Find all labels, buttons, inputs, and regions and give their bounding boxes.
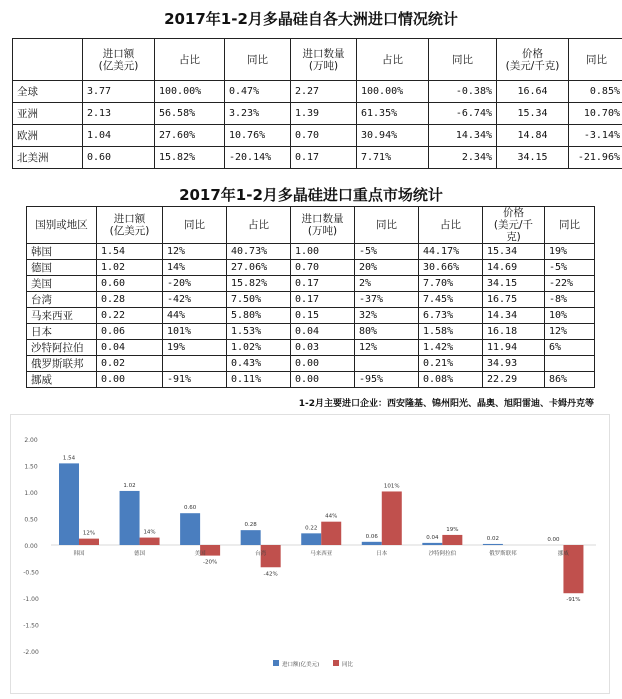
data-label: -91% bbox=[566, 597, 581, 604]
legend-swatch-yoy bbox=[333, 660, 339, 666]
table-cell: 2.13 bbox=[83, 103, 155, 125]
column-header: 进口数量 (万吨) bbox=[291, 207, 355, 244]
column-header: 同比 bbox=[569, 39, 622, 81]
table-cell: 0.60 bbox=[97, 276, 163, 292]
data-label: 1.02 bbox=[123, 482, 136, 489]
column-header: 价格 (美元/千克) bbox=[497, 39, 569, 81]
table-cell: -20.14% bbox=[225, 147, 291, 169]
table-cell: 1.39 bbox=[291, 103, 357, 125]
table-cell: 6.73% bbox=[419, 308, 483, 324]
table-cell: 14.69 bbox=[483, 260, 545, 276]
table-cell: 0.08% bbox=[419, 372, 483, 388]
table-cell: 15.34 bbox=[497, 103, 569, 125]
table-cell: 0.22 bbox=[97, 308, 163, 324]
table-cell bbox=[163, 356, 227, 372]
table-row bbox=[27, 276, 595, 292]
data-label: -20% bbox=[203, 559, 218, 566]
table-cell: 40.73% bbox=[227, 244, 291, 260]
column-header: 国别或地区 bbox=[27, 207, 97, 244]
table-row bbox=[13, 81, 622, 103]
table-cell: 0.00 bbox=[97, 372, 163, 388]
table-cell: 0.47% bbox=[225, 81, 291, 103]
data-label: 101% bbox=[383, 483, 400, 490]
table-cell: 12% bbox=[355, 340, 419, 356]
table-cell: -20% bbox=[163, 276, 227, 292]
table-cell: 7.50% bbox=[227, 292, 291, 308]
bar-import-value bbox=[120, 491, 140, 545]
column-header: 价格 (美元/千克) bbox=[483, 207, 545, 244]
row-label: 德国 bbox=[27, 260, 97, 276]
table-cell: 0.11% bbox=[227, 372, 291, 388]
import-chart-svg bbox=[11, 415, 609, 693]
column-header: 占比 bbox=[227, 207, 291, 244]
table-cell: 0.17 bbox=[291, 147, 357, 169]
table-cell: 80% bbox=[355, 324, 419, 340]
table-cell: 16.18 bbox=[483, 324, 545, 340]
column-header: 占比 bbox=[419, 207, 483, 244]
x-tick-label: 韩国 bbox=[73, 551, 85, 557]
table-cell: 30.94% bbox=[357, 125, 429, 147]
table-cell: -0.38% bbox=[429, 81, 497, 103]
table-cell: -42% bbox=[163, 292, 227, 308]
bar-yoy bbox=[382, 491, 402, 545]
row-label: 北美洲 bbox=[13, 147, 83, 169]
bar-import-value bbox=[241, 530, 261, 545]
table-cell: 3.77 bbox=[83, 81, 155, 103]
row-label: 欧洲 bbox=[13, 125, 83, 147]
row-label: 全球 bbox=[13, 81, 83, 103]
bar-yoy bbox=[442, 535, 462, 545]
row-label: 日本 bbox=[27, 324, 97, 340]
x-tick-label: 俄罗斯联邦 bbox=[489, 551, 517, 557]
table-row bbox=[27, 260, 595, 276]
column-header bbox=[13, 39, 83, 81]
y-tick-label: 1.50 bbox=[24, 463, 38, 471]
column-header: 进口额 (亿美元) bbox=[83, 39, 155, 81]
bar-import-value bbox=[362, 542, 382, 545]
table-row bbox=[27, 308, 595, 324]
column-header: 同比 bbox=[545, 207, 595, 244]
table-cell: 10% bbox=[545, 308, 595, 324]
row-label: 韩国 bbox=[27, 244, 97, 260]
data-label: 44% bbox=[325, 513, 338, 520]
data-label: 19% bbox=[446, 526, 459, 533]
table-cell: 7.71% bbox=[357, 147, 429, 169]
bar-import-value bbox=[483, 544, 503, 545]
x-tick-label: 沙特阿拉伯 bbox=[428, 551, 457, 557]
table-cell: -6.74% bbox=[429, 103, 497, 125]
table-row bbox=[13, 125, 622, 147]
column-header: 同比 bbox=[225, 39, 291, 81]
bar-import-value bbox=[180, 513, 200, 545]
table-cell: 11.94 bbox=[483, 340, 545, 356]
y-tick-label: -2.00 bbox=[23, 649, 39, 656]
table-cell: 5.80% bbox=[227, 308, 291, 324]
row-label: 美国 bbox=[27, 276, 97, 292]
table-cell: 10.76% bbox=[225, 125, 291, 147]
table-cell: 34.15 bbox=[497, 147, 569, 169]
y-tick-label: -0.50 bbox=[23, 569, 39, 577]
table-row bbox=[27, 340, 595, 356]
table-cell: 100.00% bbox=[155, 81, 225, 103]
table-row bbox=[27, 372, 595, 388]
header-row bbox=[13, 39, 622, 81]
legend-swatch-import bbox=[273, 660, 279, 666]
column-header: 同比 bbox=[429, 39, 497, 81]
table-cell: 1.02 bbox=[97, 260, 163, 276]
table-cell: 14.34 bbox=[483, 308, 545, 324]
table-cell: 10.70% bbox=[569, 103, 622, 125]
table-cell: 15.82% bbox=[155, 147, 225, 169]
data-label: 14% bbox=[143, 529, 156, 536]
table-cell: 14.34% bbox=[429, 125, 497, 147]
table-cell: 86% bbox=[545, 372, 595, 388]
table-cell: 0.85% bbox=[569, 81, 622, 103]
continent-import-table bbox=[12, 38, 622, 169]
legend-label: 同比 bbox=[342, 662, 354, 668]
table-cell: 0.04 bbox=[291, 324, 355, 340]
table-row bbox=[27, 244, 595, 260]
import-chart bbox=[10, 414, 610, 694]
table-cell: 19% bbox=[545, 244, 595, 260]
table-cell: 1.42% bbox=[419, 340, 483, 356]
table-cell: 100.00% bbox=[357, 81, 429, 103]
table-cell: -95% bbox=[355, 372, 419, 388]
column-header: 同比 bbox=[163, 207, 227, 244]
table-cell: -8% bbox=[545, 292, 595, 308]
table-cell bbox=[355, 356, 419, 372]
table-cell: 0.04 bbox=[97, 340, 163, 356]
table-row bbox=[13, 147, 622, 169]
table-cell: 12% bbox=[545, 324, 595, 340]
table-cell: 0.60 bbox=[83, 147, 155, 169]
x-tick-label: 挪威 bbox=[557, 551, 569, 557]
table2-title: 2017年1-2月多晶硅进口重点市场统计 bbox=[179, 186, 443, 204]
data-label: 0.60 bbox=[183, 505, 197, 512]
table-cell: 1.00 bbox=[291, 244, 355, 260]
x-tick-label: 德国 bbox=[134, 551, 146, 557]
legend-label: 进口额(亿美元) bbox=[282, 662, 320, 668]
table-cell: 22.29 bbox=[483, 372, 545, 388]
table-cell: 2.27 bbox=[291, 81, 357, 103]
data-label: 0.02 bbox=[486, 535, 500, 542]
data-label: 0.00 bbox=[547, 537, 560, 543]
table-row bbox=[27, 356, 595, 372]
data-label: 0.06 bbox=[365, 533, 378, 540]
table-cell: 14.84 bbox=[497, 125, 569, 147]
column-header: 同比 bbox=[355, 207, 419, 244]
table-cell: -91% bbox=[163, 372, 227, 388]
row-label: 挪威 bbox=[27, 372, 97, 388]
table-cell: 19% bbox=[163, 340, 227, 356]
bar-import-value bbox=[422, 543, 442, 545]
column-header: 进口额 (亿美元) bbox=[97, 207, 163, 244]
table-cell: 101% bbox=[163, 324, 227, 340]
y-tick-label: 0.50 bbox=[24, 516, 38, 524]
table-cell: 34.15 bbox=[483, 276, 545, 292]
x-tick-label: 马来西亚 bbox=[310, 551, 333, 557]
y-tick-label: -1.50 bbox=[23, 622, 39, 630]
row-label: 沙特阿拉伯 bbox=[27, 340, 97, 356]
header-row bbox=[27, 207, 595, 244]
row-label: 亚洲 bbox=[13, 103, 83, 125]
table-cell: 0.43% bbox=[227, 356, 291, 372]
table-cell: 1.58% bbox=[419, 324, 483, 340]
data-label: 0.04 bbox=[426, 534, 439, 541]
table-cell: 44% bbox=[163, 308, 227, 324]
column-header: 占比 bbox=[155, 39, 225, 81]
table-cell: 15.82% bbox=[227, 276, 291, 292]
table-cell: 16.64 bbox=[497, 81, 569, 103]
data-label: -42% bbox=[263, 571, 278, 578]
y-tick-label: -1.00 bbox=[23, 596, 39, 603]
table-cell: 14% bbox=[163, 260, 227, 276]
table-cell: 0.06 bbox=[97, 324, 163, 340]
x-tick-label: 日本 bbox=[376, 551, 388, 557]
table-cell: 0.21% bbox=[419, 356, 483, 372]
table-cell: 56.58% bbox=[155, 103, 225, 125]
table-cell: -5% bbox=[355, 244, 419, 260]
table-cell: -22% bbox=[545, 276, 595, 292]
table-row bbox=[27, 292, 595, 308]
table-cell: 1.02% bbox=[227, 340, 291, 356]
data-label: 0.28 bbox=[244, 522, 257, 529]
table-cell: 1.54 bbox=[97, 244, 163, 260]
table-cell: 32% bbox=[355, 308, 419, 324]
table-cell: 0.70 bbox=[291, 125, 357, 147]
table-cell: 0.28 bbox=[97, 292, 163, 308]
table-cell: 30.66% bbox=[419, 260, 483, 276]
table-cell: 3.23% bbox=[225, 103, 291, 125]
table-cell: 0.02 bbox=[97, 356, 163, 372]
table-cell: -3.14% bbox=[569, 125, 622, 147]
bar-import-value bbox=[301, 533, 321, 545]
table-cell: 0.00 bbox=[291, 356, 355, 372]
table-cell: 61.35% bbox=[357, 103, 429, 125]
y-tick-label: 2.00 bbox=[24, 437, 38, 444]
table-cell: 20% bbox=[355, 260, 419, 276]
row-label: 台湾 bbox=[27, 292, 97, 308]
row-label: 马来西亚 bbox=[27, 308, 97, 324]
x-tick-label: 台湾 bbox=[255, 551, 267, 557]
table-cell: 15.34 bbox=[483, 244, 545, 260]
table-cell: 1.53% bbox=[227, 324, 291, 340]
y-tick-label: 1.00 bbox=[24, 490, 38, 497]
data-label: 0.22 bbox=[305, 525, 318, 532]
table-cell: 44.17% bbox=[419, 244, 483, 260]
table-cell: 2% bbox=[355, 276, 419, 292]
bar-yoy bbox=[79, 539, 99, 545]
table-cell: 6% bbox=[545, 340, 595, 356]
x-tick-label: 美国 bbox=[194, 551, 206, 557]
table-cell bbox=[545, 356, 595, 372]
table1-title: 2017年1-2月多晶硅自各大洲进口情况统计 bbox=[164, 10, 458, 28]
table-cell: 27.60% bbox=[155, 125, 225, 147]
bar-import-value bbox=[59, 463, 79, 545]
table-cell: 7.45% bbox=[419, 292, 483, 308]
table-cell: 0.17 bbox=[291, 276, 355, 292]
data-label: 12% bbox=[82, 530, 96, 537]
table-cell: 0.15 bbox=[291, 308, 355, 324]
table-cell: 0.03 bbox=[291, 340, 355, 356]
column-header: 占比 bbox=[357, 39, 429, 81]
column-header: 进口数量 (万吨) bbox=[291, 39, 357, 81]
table-cell: 27.06% bbox=[227, 260, 291, 276]
table-cell: -21.96% bbox=[569, 147, 622, 169]
table-cell: 1.04 bbox=[83, 125, 155, 147]
table-row bbox=[13, 103, 622, 125]
bar-yoy bbox=[321, 522, 341, 545]
table-cell: -37% bbox=[355, 292, 419, 308]
importers-note: 1-2月主要进口企业：西安隆基、锦州阳光、晶奥、旭阳雷迪、卡姆丹克等 bbox=[298, 399, 594, 409]
table-cell: 12% bbox=[163, 244, 227, 260]
row-label: 俄罗斯联邦 bbox=[27, 356, 97, 372]
table-cell: 0.70 bbox=[291, 260, 355, 276]
table-cell: 7.70% bbox=[419, 276, 483, 292]
table-row bbox=[27, 324, 595, 340]
data-label: 1.54 bbox=[62, 455, 76, 462]
key-market-table bbox=[26, 206, 595, 388]
table-cell: 16.75 bbox=[483, 292, 545, 308]
table-cell: -5% bbox=[545, 260, 595, 276]
table-cell: 2.34% bbox=[429, 147, 497, 169]
y-tick-label: 0.00 bbox=[24, 543, 38, 550]
table-cell: 0.00 bbox=[291, 372, 355, 388]
bar-yoy bbox=[140, 538, 160, 545]
table-cell: 0.17 bbox=[291, 292, 355, 308]
table-cell: 34.93 bbox=[483, 356, 545, 372]
